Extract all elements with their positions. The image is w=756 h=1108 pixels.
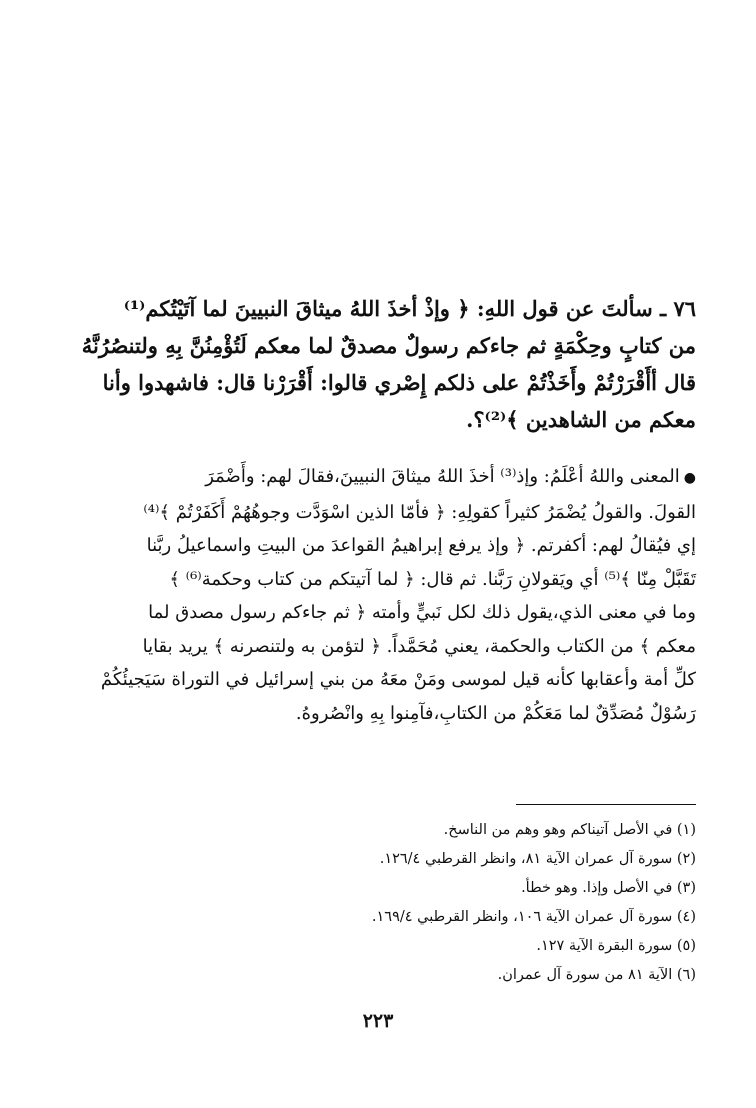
footnote-item: (٣) في الأصل وإذا. وهو خطأ. [521,880,696,896]
answer-line: تَقَبَّلْ مِنّا ﴾⁽⁵⁾ أي ويَقولانِ رَبَّنا. ثم قال: ﴿ لما آتيتكم من كتاب وحكمة⁽⁶⁾ ﴾ [169,568,696,590]
answer-paragraph [60,460,696,730]
page-number: ٢٢٣ [362,1010,394,1032]
answer-line: معكم ﴾ من الكتاب والحكمة، يعني مُحَمَّداً. ﴿ لتؤمن به ولتنصرنه ﴾ يريد بقايا [142,635,696,657]
answer-line-text: المعنى واللهُ أعْلَمُ: وإذ⁽³⁾ أخذَ اللهُ ميثاقَ النبيينَ،فقالَ لهم: وأَضْمَرَ [205,466,680,487]
answer-line [60,460,696,496]
question-line: ٧٦ ـ سألتَ عن قول اللهِ: ﴿ وإذْ أخذَ اللهُ ميثاقَ النبيينَ لما آتَيْتُكم⁽¹⁾ [123,296,696,321]
answer-line: رَسُوْلٌ مُصَدِّقٌ لما مَعَكُمْ من الكتابِ،فآمِنوا بِهِ وانْصُروهُ. [295,702,696,724]
footnote-divider [516,804,696,805]
footnote-item: (٤) سورة آل عمران الآية ١٠٦، وانظر القرطبي ١٦٩/٤. [371,909,696,925]
footnote-item: (٥) سورة البقرة الآية ١٢٧. [536,938,696,954]
question-paragraph [60,290,696,438]
answer-line: القولَ. والقولُ يُضْمَرُ كثيراً كقولِهِ: ﴿ فأمّا الذين اسْوَدَّت وجوهُهُمْ أَكَفَرْتُمْ ﴾⁽⁴⁾ [143,501,696,523]
footnote-item: (٦) الآية ٨١ من سورة آل عمران. [497,967,696,983]
question-line: قال أأَقْرَرْتُمْ وأَخَذْتُمْ على ذلكم إِصْري قالوا: أَقْرَرْنا قال: فاشهدوا وأنا [102,370,696,395]
footnote-item: (٢) سورة آل عمران الآية ٨١، وانظر القرطبي ١٢٦/٤. [379,851,696,867]
answer-line: كلِّ أمة وأعقابها كأنه قيل لموسى ومَنْ معَهُ من بني إسرائيل في التوراة سَيَجيئُكُمْ [100,669,696,690]
answer-line: وما في معنى الذي،يقول ذلك لكل نَبيٍّ وأمته ﴿ ثم جاءكم رسول مصدق لما [148,602,696,623]
question-line: من كتابٍ وحِكْمَةٍ ثم جاءكم رسولٌ مصدقٌ لما معكم لَتُؤْمِنُنَّ بِهِ ولتنصُرُنَّهُ [81,333,696,358]
footnotes-list [60,816,696,990]
answer-line: إي فيُقالُ لهم: أكفرتم. ﴿ وإذ يرفع إبراهيمُ القواعدَ من البيتِ واسماعيلُ ربَّنا [146,535,696,556]
bullet-icon: ● [683,470,696,486]
question-line: معكم من الشاهدين ﴾⁽²⁾؟. [466,407,696,432]
footnote-item: (١) في الأصل آتيناكم وهو وهم من الناسخ. [443,822,696,838]
